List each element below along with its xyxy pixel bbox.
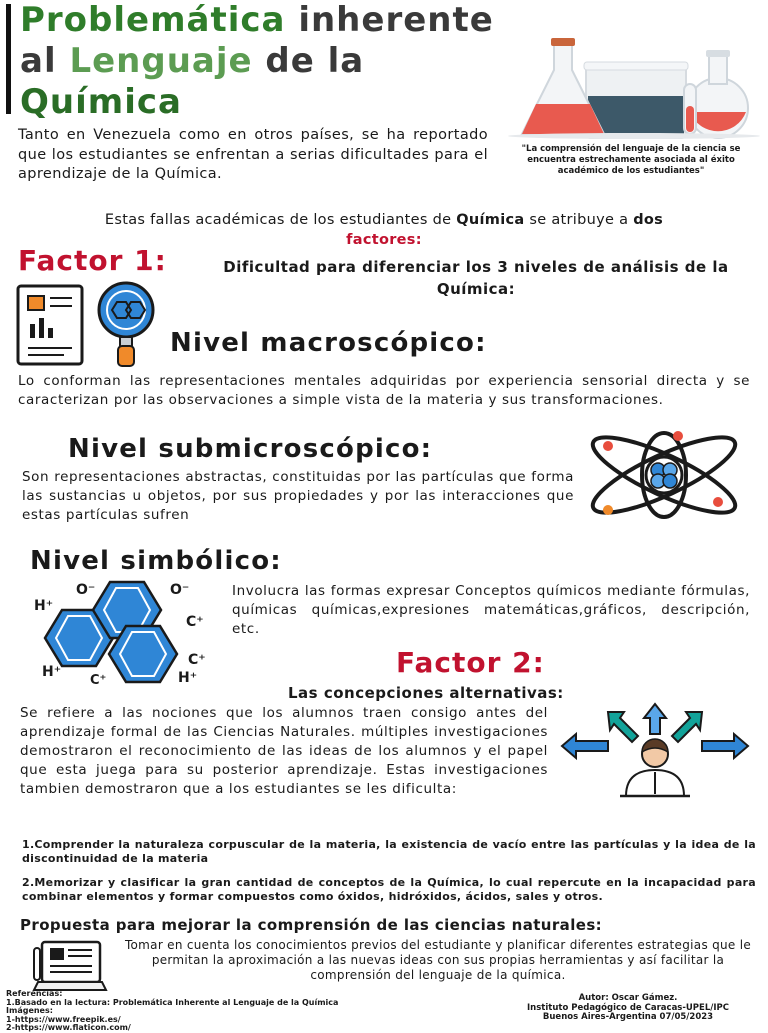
factor2-text: Se refiere a las nociones que los alumnos traen consigo antes del aprendizaje formal de las Ciencias Naturales. múltiples investigaciones demostraron el reconocimiento de las ideas de los alumnos y el papel que esta juega para su posterior aprendizaje. Estas investigaciones tambien demostraron que a los estudiantes se les dificulta: <box>20 705 548 797</box>
macro-level-text: Lo conforman las representaciones mentales adquiridas por experiencia sensorial directa y se caracterizan por las observaciones a simple vista de la materia y sus transformaciones. <box>18 373 750 408</box>
label-o-right: O⁻ <box>170 582 190 598</box>
label-c-bottom: C⁺ <box>90 673 107 688</box>
difficulty-item-2: 2.Memorizar y clasificar la gran cantidad de conceptos de la Química, lo cual repercute en la incapacidad para combinar elementos y formar compuestos como óxidos, hidróxidos, ácidos, sales y otros. <box>22 876 756 903</box>
label-o-left: O⁻ <box>76 582 96 598</box>
factor2-subtitle: Las concepciones alternativas: <box>288 684 564 702</box>
difficulty-item-1: 1.Comprender la naturaleza corpuscular de la materia, la existencia de vacío entre las partículas y la idea de la discontinuidad de la materia <box>22 838 756 865</box>
label-c-right: C⁺ <box>186 614 204 630</box>
proposal-text: Tomar en cuenta los conocimientos previos del estudiante y planificar diferentes estrategias que le permitan la aproximación a las nuevas ideas con sus propias herramientas y así facilitar la comprensión del lenguaje de la química. <box>124 938 752 982</box>
label-c-lower: C⁺ <box>188 652 206 668</box>
references: Referencias: 1.Basado en la lectura: Problemática Inherente al Lenguaje de la Química Imágenes: 1-https://www.freepik.es/ 2-https://www.flaticon.com/ <box>6 989 339 1032</box>
factors-intro: Estas fallas académicas de los estudiantes de Química se atribuye a dos factores: <box>104 212 664 248</box>
reference-link-flaticon[interactable]: 2-https://www.flaticon.com/ <box>6 1023 131 1032</box>
symbolic-level-heading: Nivel simbólico: <box>30 546 282 576</box>
title-accent-bar <box>6 4 11 114</box>
lab-flasks-icon <box>506 36 762 140</box>
label-h-top: H⁺ <box>34 598 54 614</box>
factor1-heading: Factor 1: <box>18 244 167 277</box>
symbolic-level-text: Involucra las formas expresar Conceptos químicos mediante fórmulas, químicas químicas,expresiones matemáticas,gráficos, descripción, etc. <box>232 583 750 637</box>
submicro-level-heading: Nivel submicroscópico: <box>68 434 433 464</box>
factor2-heading: Factor 2: <box>396 646 545 679</box>
factor1-description: Dificultad para diferenciar los 3 niveles de análisis de la Química: <box>223 258 729 298</box>
page-title: Problemática inherente al Lenguaje de la Química <box>20 0 494 122</box>
intro-paragraph: Tanto en Venezuela como en otros países, se ha reportado que los estudiantes se enfrentan a serias dificultades para el aprendizaje de la Química. <box>18 127 488 182</box>
label-h-right: H⁺ <box>178 670 198 686</box>
document-stack-icon <box>32 938 110 992</box>
atom-icon <box>578 430 750 520</box>
proposal-heading: Propuesta para mejorar la comprensión de las ciencias naturales: <box>20 916 603 934</box>
reference-link-freepik[interactable]: 1-https://www.freepik.es/ <box>6 1014 121 1024</box>
person-arrows-icon <box>560 702 750 798</box>
magnifier-molecule-icon <box>14 282 180 368</box>
label-h-bottom: H⁺ <box>42 664 62 680</box>
submicro-level-text: Son representaciones abstractas, constituidas por las partículas que forma las sustancias u objetos, por sus propiedades y por las interacciones que estas partículas sufren <box>22 469 574 523</box>
author-info: Autor: Oscar Gámez. Instituto Pedagógico de Caracas-UPEL/IPC Buenos Aires-Argentina 07/05/2023 <box>527 993 729 1022</box>
macro-level-heading: Nivel macroscópico: <box>170 328 487 358</box>
hexagon-molecule-icon <box>18 580 218 686</box>
quote-text: "La comprensión del lenguaje de la ciencia se encuentra estrechamente asociada al éxito académico de los estudiantes" <box>521 144 741 176</box>
